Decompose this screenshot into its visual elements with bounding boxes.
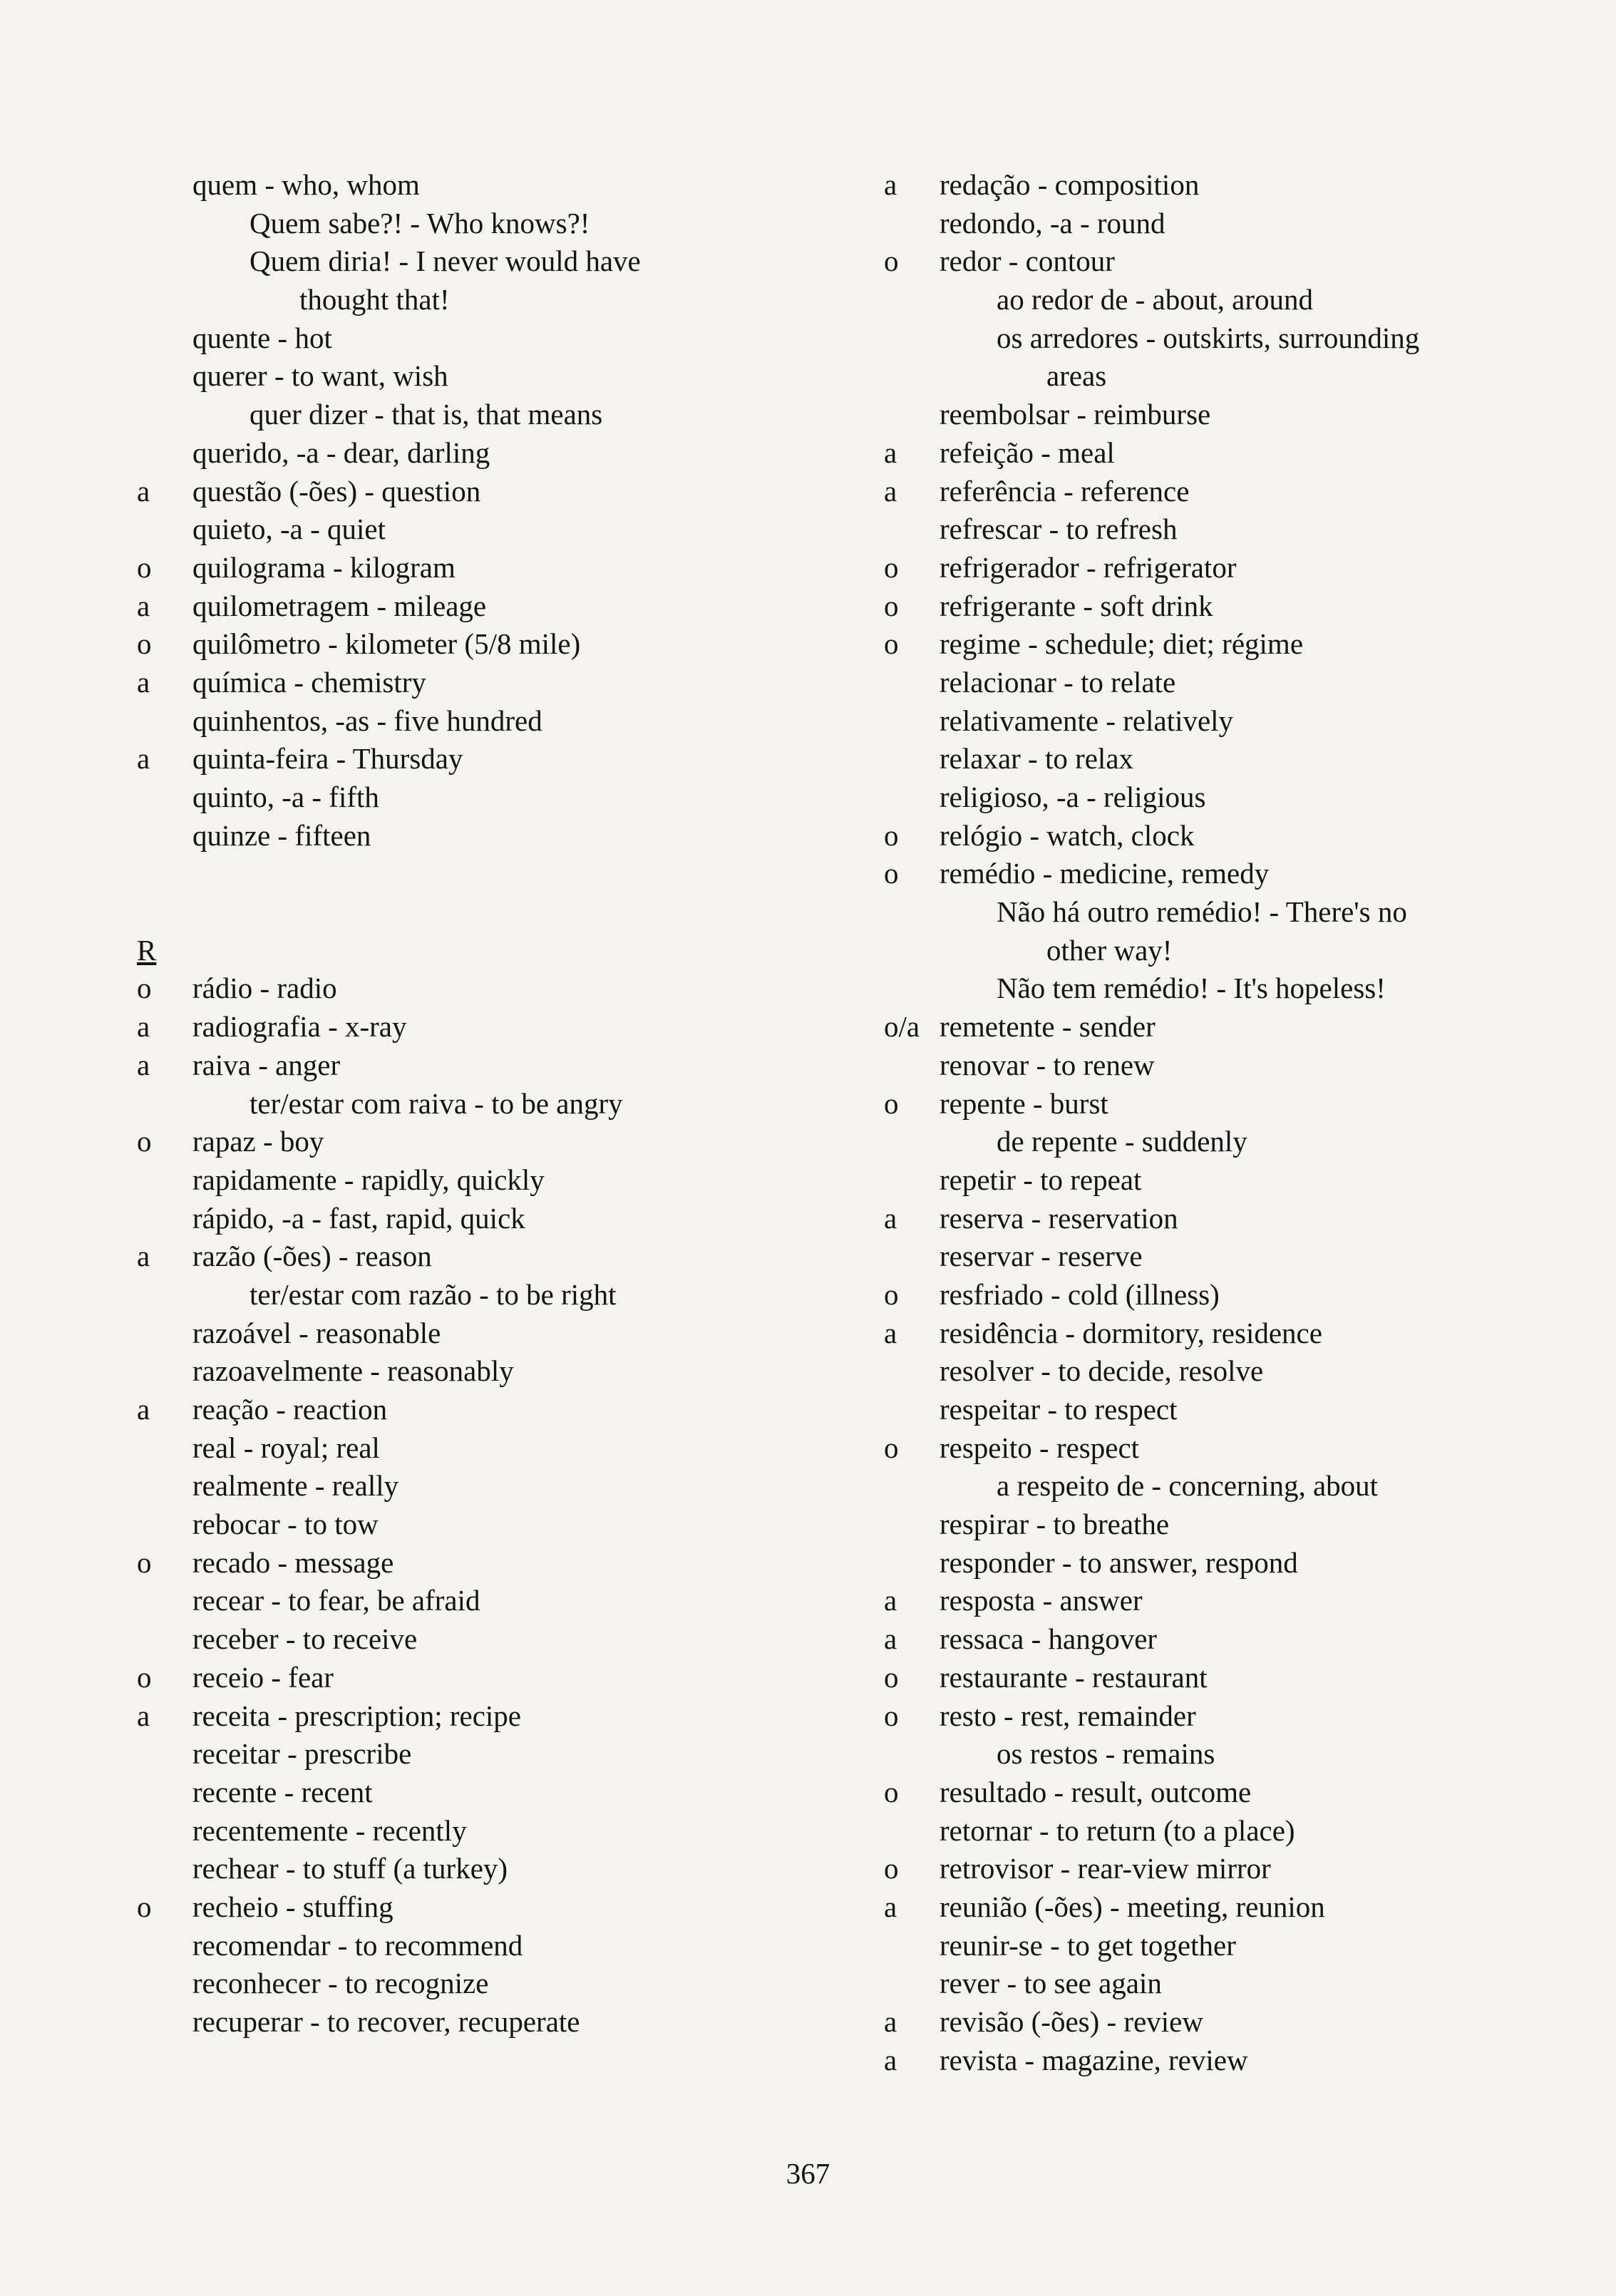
dictionary-entry — [884, 473, 1525, 511]
entry-headword: repetir - to repeat — [940, 1163, 1142, 1196]
entry-headword: retornar - to return (to a place) — [940, 1813, 1295, 1847]
entry-headword: repente - burst — [940, 1086, 1108, 1120]
page-number: 367 — [786, 2157, 830, 2190]
dictionary-entry — [137, 1505, 778, 1544]
dictionary-entry — [884, 281, 1525, 319]
entry-headword: química - chemistry — [192, 665, 426, 699]
dictionary-entry — [137, 1850, 778, 1888]
entry-headword: receitar - prescribe — [192, 1737, 412, 1771]
entry-headword: refrigerante - soft drink — [940, 589, 1213, 622]
dictionary-entry — [884, 205, 1525, 243]
entry-headword: rechear - to stuff (a turkey) — [192, 1852, 508, 1885]
dictionary-entry — [884, 932, 1525, 970]
entry-subphrase: Não tem remédio! - It's hopeless! — [997, 972, 1386, 1005]
entry-subphrase: ter/estar com razão - to be right — [249, 1277, 617, 1311]
entry-headword: receber - to receive — [192, 1622, 418, 1656]
entry-subphrase: areas — [1046, 359, 1107, 393]
dictionary-entry — [884, 1888, 1525, 1927]
dictionary-entry — [137, 2003, 778, 2042]
dictionary-entry — [884, 1467, 1525, 1505]
entry-headword: quinhentos, -as - five hundred — [192, 704, 542, 737]
dictionary-entry — [884, 1505, 1525, 1544]
entry-headword: quieto, -a - quiet — [192, 513, 386, 546]
gender-marker: a — [884, 436, 897, 469]
dictionary-entry — [884, 319, 1525, 358]
entry-headword: rápido, -a - fast, rapid, quick — [192, 1201, 525, 1235]
entry-headword: reunião (-ões) - meeting, reunion — [940, 1890, 1325, 1923]
entry-headword: responder - to answer, respond — [940, 1545, 1298, 1579]
dictionary-entry — [884, 434, 1525, 473]
dictionary-entry — [884, 817, 1525, 855]
dictionary-entry — [137, 855, 778, 893]
dictionary-entry — [884, 664, 1525, 702]
gender-marker: o — [884, 244, 899, 278]
dictionary-entry — [884, 1429, 1525, 1468]
entry-headword: recear - to fear, be afraid — [192, 1584, 480, 1617]
dictionary-entry — [137, 205, 778, 243]
dictionary-entry — [137, 1965, 778, 2003]
dictionary-entry — [137, 396, 778, 434]
entry-headword: resto - rest, remainder — [940, 1699, 1196, 1732]
entry-headword: reservar - reserve — [940, 1240, 1143, 1273]
dictionary-entry — [137, 434, 778, 473]
entry-subphrase: Não há outro remédio! - There's no — [997, 895, 1407, 929]
gender-marker: a — [884, 1622, 897, 1656]
entry-headword: retrovisor - rear-view mirror — [940, 1852, 1271, 1885]
entry-headword: resultado - result, outcome — [940, 1775, 1252, 1808]
entry-headword: quilograma - kilogram — [192, 550, 456, 584]
gender-marker: a — [137, 474, 150, 508]
entry-headword: recheio - stuffing — [192, 1890, 393, 1923]
entry-headword: receita - prescription; recipe — [192, 1699, 521, 1732]
dictionary-entry — [137, 1467, 778, 1505]
entry-headword: realmente - really — [192, 1469, 399, 1503]
gender-marker: o — [884, 1277, 899, 1311]
gender-marker: o — [884, 1431, 899, 1464]
dictionary-entry — [884, 1352, 1525, 1391]
dictionary-entry — [137, 1582, 778, 1620]
entry-headword: residência - dormitory, residence — [940, 1316, 1322, 1349]
entry-headword: razoável - reasonable — [192, 1316, 441, 1349]
dictionary-entry — [884, 1085, 1525, 1123]
entry-headword: reconhecer - to recognize — [192, 1967, 489, 2000]
dictionary-entry — [137, 1697, 778, 1736]
dictionary-entry — [884, 1582, 1525, 1620]
dictionary-entry — [884, 702, 1525, 741]
entry-headword: quinta-feira - Thursday — [192, 742, 463, 776]
dictionary-entry — [137, 1812, 778, 1850]
entry-subphrase: other way! — [1046, 933, 1173, 967]
entry-headword: reserva - reservation — [940, 1201, 1178, 1235]
entry-headword: reação - reaction — [192, 1393, 388, 1426]
gender-marker: o — [137, 1545, 152, 1579]
dictionary-entry — [137, 1391, 778, 1429]
gender-marker: o/a — [884, 1010, 920, 1044]
gender-marker: o — [884, 550, 899, 584]
gender-marker: o — [137, 1660, 152, 1694]
entry-headword: respeito - respect — [940, 1431, 1140, 1464]
entry-headword: quente - hot — [192, 321, 332, 354]
entry-headword: relativamente - relatively — [940, 704, 1234, 737]
entry-headword: ressaca - hangover — [940, 1622, 1158, 1656]
entry-subphrase: thought that! — [299, 283, 450, 316]
entry-headword: quinto, -a - fifth — [192, 781, 379, 813]
entry-subphrase: os arredores - outskirts, surrounding — [997, 321, 1420, 354]
gender-marker: a — [884, 1316, 897, 1349]
entry-subphrase: os restos - remains — [997, 1737, 1215, 1771]
dictionary-entry — [137, 1774, 778, 1812]
dictionary-entry — [137, 1123, 778, 1161]
gender-marker: a — [137, 665, 150, 699]
dictionary-entry — [884, 2003, 1525, 2042]
entry-headword: refrigerador - refrigerator — [940, 550, 1237, 584]
dictionary-entry — [884, 1620, 1525, 1659]
dictionary-entry — [137, 281, 778, 319]
entry-headword: revisão (-ões) - review — [940, 2005, 1203, 2038]
gender-marker: o — [884, 589, 899, 622]
dictionary-entry — [137, 817, 778, 855]
entry-headword: rapidamente - rapidly, quickly — [192, 1163, 545, 1196]
dictionary-entry — [884, 1391, 1525, 1429]
dictionary-entry — [884, 969, 1525, 1008]
gender-marker: a — [884, 1201, 897, 1235]
entry-headword: raiva - anger — [192, 1048, 341, 1081]
entry-headword: rapaz - boy — [192, 1125, 324, 1158]
dictionary-entry — [884, 893, 1525, 932]
dictionary-entry — [137, 1200, 778, 1238]
gender-marker: a — [137, 1393, 150, 1426]
dictionary-entry — [884, 1659, 1525, 1697]
entry-headword: radiografia - x-ray — [192, 1010, 407, 1044]
gender-marker: o — [884, 1775, 899, 1808]
dictionary-entry — [137, 969, 778, 1008]
dictionary-entry — [137, 1314, 778, 1353]
entry-headword: rebocar - to tow — [192, 1508, 379, 1541]
dictionary-entry — [137, 1620, 778, 1659]
entry-subphrase: Quem diria! - I never would have — [249, 244, 641, 278]
dictionary-entry — [884, 1200, 1525, 1238]
dictionary-entry — [884, 1965, 1525, 2003]
entry-headword: recuperar - to recover, recuperate — [192, 2005, 580, 2038]
dictionary-entry — [884, 1123, 1525, 1161]
entry-headword: recomendar - to recommend — [192, 1928, 523, 1962]
dictionary-entry — [137, 242, 778, 281]
entry-headword: quinze - fifteen — [192, 818, 371, 852]
entry-headword: resfriado - cold (illness) — [940, 1277, 1220, 1311]
dictionary-entry — [884, 1314, 1525, 1353]
entry-headword: refrescar - to refresh — [940, 513, 1178, 546]
dictionary-entry — [884, 855, 1525, 893]
gender-marker: o — [884, 1699, 899, 1732]
dictionary-entry — [137, 473, 778, 511]
dictionary-entry — [884, 778, 1525, 817]
dictionary-entry — [137, 166, 778, 205]
entry-headword: rever - to see again — [940, 1967, 1162, 2000]
gender-marker: a — [884, 1584, 897, 1617]
entry-headword: referência - reference — [940, 474, 1190, 508]
dictionary-entry — [137, 625, 778, 664]
entry-headword: reunir-se - to get together — [940, 1928, 1236, 1962]
gender-marker: a — [137, 1010, 150, 1044]
entry-subphrase: quer dizer - that is, that means — [249, 398, 603, 431]
gender-marker: o — [137, 550, 152, 584]
entry-headword: quilômetro - kilometer (5/8 mile) — [192, 627, 581, 661]
dictionary-entry — [884, 1161, 1525, 1200]
dictionary-entry — [137, 1659, 778, 1697]
dictionary-entry — [137, 1161, 778, 1200]
dictionary-entry — [137, 740, 778, 778]
gender-marker: o — [137, 972, 152, 1005]
dictionary-entry — [137, 1544, 778, 1582]
gender-marker: a — [884, 474, 897, 508]
dictionary-entry — [137, 357, 778, 396]
entry-headword: refeição - meal — [940, 436, 1115, 469]
dictionary-entry — [137, 1085, 778, 1123]
gender-marker: o — [884, 1852, 899, 1885]
gender-marker: o — [137, 627, 152, 661]
gender-marker: o — [884, 857, 899, 890]
dictionary-entry — [137, 1927, 778, 1965]
gender-marker: a — [137, 589, 150, 622]
dictionary-entry — [884, 242, 1525, 281]
gender-marker: a — [884, 1890, 897, 1923]
dictionary-entry — [137, 1429, 778, 1468]
entry-headword: redondo, -a - round — [940, 206, 1165, 240]
entry-headword: recente - recent — [192, 1775, 373, 1808]
dictionary-entry — [884, 1927, 1525, 1965]
dictionary-entry — [137, 1276, 778, 1314]
dictionary-entry — [137, 1237, 778, 1276]
entry-headword: recado - message — [192, 1545, 394, 1579]
dictionary-entry — [884, 1046, 1525, 1085]
gender-marker: a — [137, 1240, 150, 1273]
dictionary-entry — [884, 625, 1525, 664]
dictionary-entry — [884, 396, 1525, 434]
dictionary-entry — [137, 1008, 778, 1046]
entry-subphrase: ter/estar com raiva - to be angry — [249, 1086, 623, 1120]
right-column — [884, 166, 1525, 2079]
dictionary-entry — [137, 1046, 778, 1085]
left-column — [137, 166, 778, 2042]
dictionary-entry — [137, 664, 778, 702]
dictionary-entry — [884, 166, 1525, 205]
gender-marker: o — [884, 627, 899, 661]
dictionary-entry — [884, 1697, 1525, 1736]
dictionary-entry — [884, 740, 1525, 778]
entry-subphrase: Quem sabe?! - Who knows?! — [249, 206, 590, 240]
entry-headword: receio - fear — [192, 1660, 334, 1694]
entry-headword: remédio - medicine, remedy — [940, 857, 1270, 890]
entry-headword: razão (-ões) - reason — [192, 1240, 432, 1273]
dictionary-entry — [137, 778, 778, 817]
dictionary-entry — [137, 510, 778, 549]
dictionary-entry — [884, 1812, 1525, 1850]
entry-subphrase: a respeito de - concerning, about — [997, 1469, 1379, 1503]
dictionary-entry — [137, 587, 778, 626]
entry-subphrase: de repente - suddenly — [997, 1125, 1247, 1158]
dictionary-entry — [137, 893, 778, 932]
dictionary-entry — [137, 932, 778, 970]
entry-headword: respirar - to breathe — [940, 1508, 1170, 1541]
dictionary-entry — [137, 549, 778, 587]
entry-headword: respeitar - to respect — [940, 1393, 1178, 1426]
entry-headword: querido, -a - dear, darling — [192, 436, 490, 469]
entry-headword: resposta - answer — [940, 1584, 1143, 1617]
gender-marker: o — [137, 1125, 152, 1158]
dictionary-entry — [884, 2042, 1525, 2080]
gender-marker: a — [884, 2043, 897, 2076]
entry-headword: redação - composition — [940, 168, 1200, 201]
dictionary-entry — [137, 319, 778, 358]
entry-headword: real - royal; real — [192, 1431, 380, 1464]
entry-headword: questão (-ões) - question — [192, 474, 481, 508]
entry-headword: recentemente - recently — [192, 1813, 467, 1847]
dictionary-entry — [884, 1276, 1525, 1314]
gender-marker: a — [137, 1048, 150, 1081]
entry-headword: restaurante - restaurant — [940, 1660, 1208, 1694]
dictionary-entry — [884, 1735, 1525, 1774]
entry-headword: quilometragem - mileage — [192, 589, 487, 622]
dictionary-entry — [884, 587, 1525, 626]
gender-marker: o — [137, 1890, 152, 1923]
entry-headword: revista - magazine, review — [940, 2043, 1248, 2076]
entry-headword: resolver - to decide, resolve — [940, 1354, 1264, 1388]
entry-headword: razoavelmente - reasonably — [192, 1354, 514, 1388]
dictionary-entry — [137, 1735, 778, 1774]
entry-headword: relógio - watch, clock — [940, 818, 1195, 852]
entry-headword: reembolsar - reimburse — [940, 398, 1211, 431]
dictionary-entry — [884, 1544, 1525, 1582]
dictionary-entry — [884, 1774, 1525, 1812]
entry-headword: renovar - to renew — [940, 1048, 1155, 1081]
entry-headword: quem - who, whom — [192, 168, 420, 201]
entry-headword: regime - schedule; diet; régime — [940, 627, 1304, 661]
dictionary-entry — [884, 549, 1525, 587]
entry-headword: relacionar - to relate — [940, 665, 1176, 699]
dictionary-entry — [884, 510, 1525, 549]
section-letter: R — [137, 933, 157, 967]
dictionary-entry — [137, 1352, 778, 1391]
entry-headword: querer - to want, wish — [192, 359, 448, 393]
dictionary-entry — [884, 1008, 1525, 1046]
entry-headword: relaxar - to relax — [940, 742, 1134, 776]
entry-headword: redor - contour — [940, 244, 1115, 278]
gender-marker: a — [884, 2005, 897, 2038]
gender-marker: a — [884, 168, 897, 201]
gender-marker: a — [137, 742, 150, 776]
entry-headword: religioso, -a - religious — [940, 781, 1206, 813]
dictionary-entry — [884, 357, 1525, 396]
dictionary-entry — [884, 1850, 1525, 1888]
dictionary-entry — [137, 1888, 778, 1927]
entry-subphrase: ao redor de - about, around — [997, 283, 1313, 316]
gender-marker: a — [137, 1699, 150, 1732]
gender-marker: o — [884, 1086, 899, 1120]
entry-headword: remetente - sender — [940, 1010, 1156, 1044]
dictionary-entry — [137, 702, 778, 741]
dictionary-entry — [884, 1237, 1525, 1276]
entry-headword: rádio - radio — [192, 972, 337, 1005]
gender-marker: o — [884, 818, 899, 852]
gender-marker: o — [884, 1660, 899, 1694]
